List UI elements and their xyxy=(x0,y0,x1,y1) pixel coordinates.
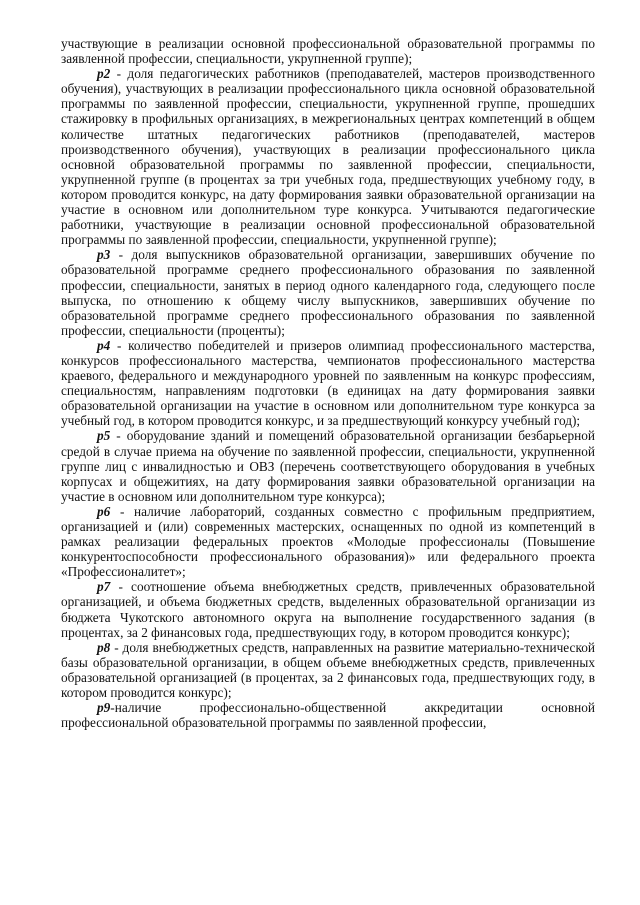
term-p8: p8 xyxy=(97,639,111,655)
paragraph-p4 xyxy=(61,338,595,429)
paragraph-text: - количество победителей и призеров олимпиад профессионального мастерства, конкурсов профессионального мастерства, чемпионатов профессионального мастерства краевого, федерального и международного уровней по заявленным на конкурс профессиям, специальностям, направлениям подготовки (в единицах на дату формирования заявки образовательной организации на участие в основном или дополнительном туре конкурса за учебный год, в котором проводится конкурс, и за предшествующий конкурсу учебный год); xyxy=(61,337,595,429)
paragraph-p7 xyxy=(61,579,595,639)
term-p5: p5 xyxy=(97,428,111,444)
paragraph-text: - доля выпускников образовательной организации, завершивших обучение по образовательной программе среднего профессионального образования по заявленной профессии, специальности, занятых в период одного календарного года, следующего после выпуска, по отношению к общему числу выпускников, завершивших обучение по образовательной программе среднего профессионального образования по заявленной профессии, специальности (проценты); xyxy=(61,247,595,338)
paragraph-p3 xyxy=(61,247,595,338)
paragraph-text: - доля педагогических работников (преподавателей, мастеров производственного обучения), участвующих в реализации профессионального цикла основной образовательной программы по заявленной профессии, специальности, укрупненной группе, прошедших стажировку в профильных организациях, в межрегиональных центрах компетенций в общем количестве штатных педагогических работников (преподавателей, мастеров производственного обучения), участвующих в реализации профессионального цикла основной образовательной программы по заявленной профессии, специальности, укрупненной группе (в процентах за три учебных года, предшествующих учебному году, в котором проводится конкурс, на дату формирования заявки образовательной организации на участие в основном или дополнительном туре конкурса. Учитываются педагогические работники, участвующие в реализации основной профессиональной образовательной программы по заявленной профессии, специальности, укрупненной группе); xyxy=(61,66,595,248)
paragraph-text: - доля внебюджетных средств, направленных на развитие материально-технической базы образовательной организации, в общем объеме внебюджетных средств, привлеченных образовательной организацией (в процентах, за 2 финансовых года, предшествующих году, в котором проводится конкурс); xyxy=(61,639,595,701)
paragraph-p9 xyxy=(61,700,595,730)
paragraph-text: - наличие лабораторий, созданных совместно с профильным предприятием, организацией и (или) современных мастерских, оснащенных по одной из компетенций в рамках реализации федеральных проектов «Молодые профессионалы (Повышение конкурентоспособности профессионального образования)» или федерального проекта «Профессионалитет»; xyxy=(61,503,595,580)
term-p7: p7 xyxy=(97,579,111,595)
document-page xyxy=(61,36,595,730)
term-p9: p9 xyxy=(97,700,111,716)
paragraph-p8 xyxy=(61,640,595,700)
paragraph-text: участвующие в реализации основной профессиональной образовательной программы по заявленной профессии, специальности, укрупненной группе); xyxy=(61,36,595,67)
paragraph-continuation xyxy=(61,36,595,66)
term-p4: p4 xyxy=(97,337,111,353)
term-p3: p3 xyxy=(97,247,111,263)
paragraph-p5 xyxy=(61,428,595,503)
paragraph-text: - соотношение объема внебюджетных средств, привлеченных образовательной организацией, и объема бюджетных средств, выделенных образовательной организации из бюджета Чукотского автономного округа на выполнение государственного задания (в процентах, за 2 финансовых года, предшествующих году, в котором проводится конкурс); xyxy=(61,579,595,640)
paragraph-text: -наличие профессионально-общественной аккредитации основной профессиональной образовательной программы по заявленной профессии, xyxy=(61,700,595,731)
paragraph-text: - оборудование зданий и помещений образовательной организации безбарьерной средой в случае приема на обучение по заявленной профессии, специальности, укрупненной группе лиц с инвалидностью и ОВЗ (перечень соответствующего оборудования в учебных корпусах и общежитиях, на дату формирования заявки образовательной организации на участие в основном или дополнительном туре конкурса); xyxy=(61,428,595,504)
term-p2: p2 xyxy=(97,66,111,82)
paragraph-p2 xyxy=(61,66,595,247)
term-p6: p6 xyxy=(97,503,111,519)
paragraph-p6 xyxy=(61,504,595,579)
